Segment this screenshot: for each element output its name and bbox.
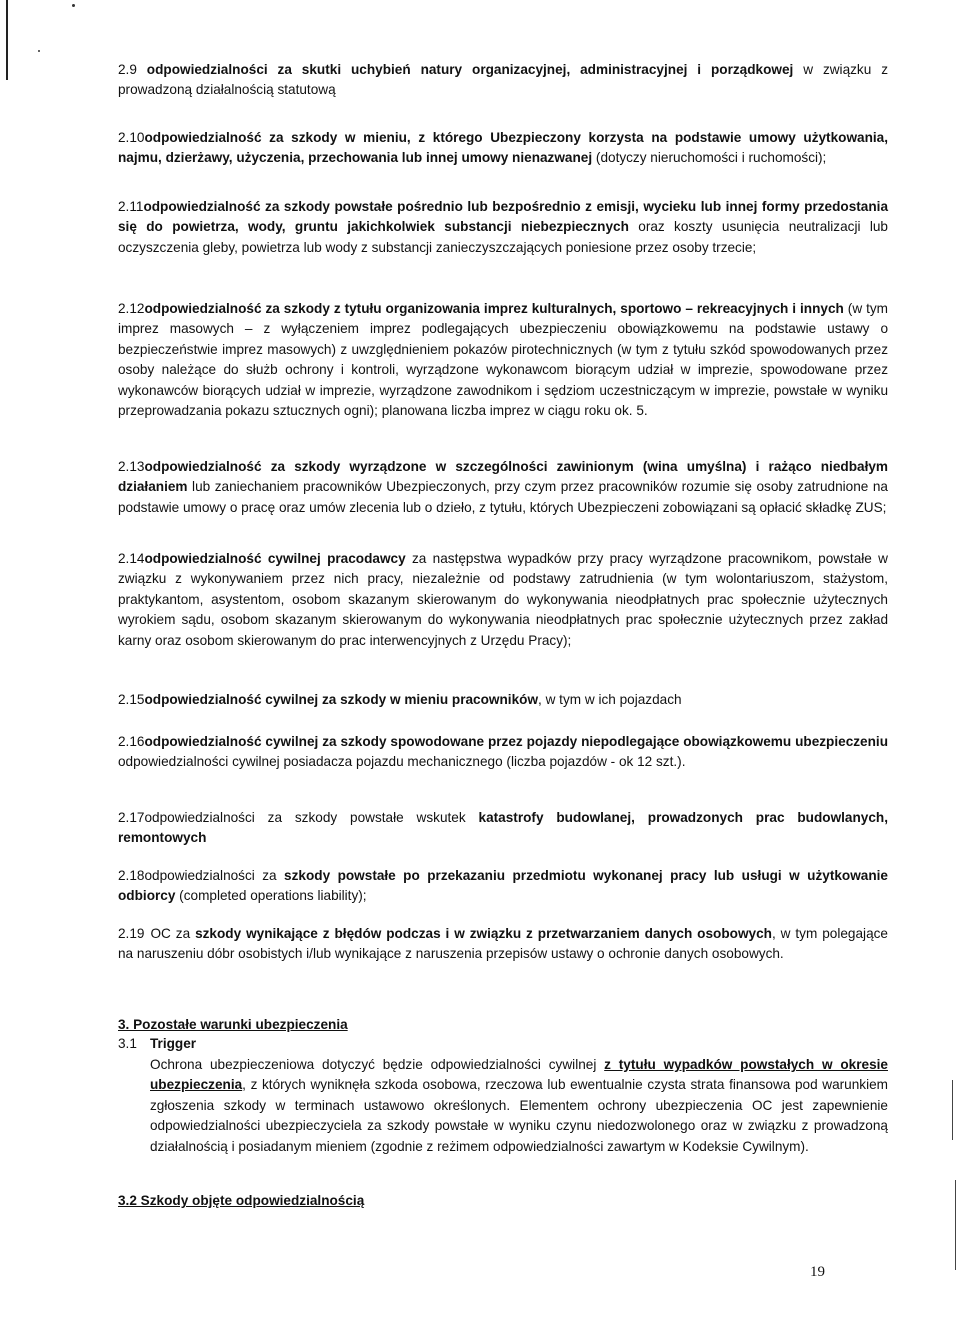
scan-speck: [72, 4, 75, 7]
item-bold-text: odpowiedzialność cywilnej za szkody w mieniu pracowników: [144, 692, 539, 707]
item-bold-text: odpowiedzialność cywilnej za szkody spowodowane przez pojazdy niepodlegające obowiązkowemu ubezpieczeniu: [144, 734, 888, 749]
item-text: , w tym polegające na naruszeniu dóbr osobistych i/lub wynikające z naruszenia przepisów ustawy o ochronie danych osobowych.: [118, 926, 888, 962]
item-text: OC za: [150, 926, 196, 941]
item-number: 2.12: [118, 301, 145, 316]
subsection-heading: [118, 1036, 196, 1051]
scan-edge-line: [6, 0, 8, 80]
item-number: 2.15: [118, 692, 145, 707]
item-text: odpowiedzialności za szkody powstałe wskutek: [144, 810, 479, 825]
subsection-number: 3.1: [118, 1036, 137, 1051]
item-number: 2.9: [118, 62, 137, 77]
item-number: 2.11: [118, 199, 144, 214]
coverage-item: [118, 128, 888, 169]
coverage-item: [118, 866, 888, 907]
scan-edge-line: [955, 1180, 956, 1270]
item-number: 2.17: [118, 810, 145, 825]
subsection-heading-3-2: 3.2 Szkody objęte odpowiedzialnością: [118, 1193, 365, 1208]
item-text: za następstwa wypadków przy pracy wyrządzone pracownikom, powstałe w związku z wykonywaniem przez nich pracy, niezależnie od podstawy zatrudnienia (w tym wolontariuszom, stażystom, praktykantom, asystentom, osobom skazanym skierowanym do wykonywania nieodpłatnych prac społecznie użytecznych wyrokiem sądu, osobom skazanym skierowanym do wykonywania nieodpłatnych prac społecznie użytecznych przez zakład karny oraz osobom skierowanym do prac interwencyjnych z Urzędu Pracy);: [118, 551, 888, 648]
item-bold-text: odpowiedzialność za szkody w mieniu, z którego Ubezpieczony korzysta na podstawie umowy użytkowania, najmu, dzierżawy, użyczenia, przechowania lub innej umowy nienazwanej: [118, 130, 888, 166]
section-heading: 3. Pozostałe warunki ubezpieczenia: [118, 1017, 348, 1032]
item-bold-text: odpowiedzialność cywilnej pracodawcy: [144, 551, 406, 566]
item-number: 2.18: [118, 868, 145, 883]
coverage-item: [118, 457, 888, 518]
item-text: (w tym imprez masowych – z wyłączeniem imprez podlegających ubezpieczeniu obowiązkowemu na podstawie ustawy o bezpieczeństwie imprez masowych) z uwzględnieniem pokazów pirotechnicznych (w tym z tytułu szkód spowodowanych przez osoby należące do służb ochrony i kontroli, wyrządzone wykonawcom biorącym udział w imprezie, spowodowane przez wykonawców biorących udział w imprezie, wyrządzone zawodnikom i sędziom uczestniczącym w imprezie, powstałe w wyniku przeprowadzania pokazu sztucznych ogni); planowana liczba imprez w ciągu roku ok. 5.: [118, 301, 888, 419]
item-number: 2.16: [118, 734, 145, 749]
item-bold-text: odpowiedzialności za skutki uchybień natury organizacyjnej, administracyjnej i porządkowej: [136, 62, 794, 77]
emphasized-underlined-text: z tytułu wypadków powstałych w okresie ubezpieczenia: [150, 1057, 888, 1093]
item-text: (dotyczy nieruchomości i ruchomości);: [592, 150, 827, 166]
page-number: 19: [810, 1264, 825, 1280]
item-bold-text: odpowiedzialność za szkody powstałe pośrednio lub bezpośrednio z emisji, wycieku lub innej formy przedostania się do powietrza, wody, gruntu jakichkolwiek substancji niebezpiecznych: [118, 199, 888, 235]
subsection-title: Trigger: [150, 1036, 197, 1051]
trigger-paragraph: [150, 1055, 888, 1157]
coverage-item: [118, 732, 888, 773]
item-number: 2.19: [118, 926, 145, 941]
coverage-item: [118, 549, 888, 651]
item-bold-text: szkody powstałe po przekazaniu przedmiotu wykonanej pracy lub usługi w użytkowanie odbiorcy: [118, 868, 888, 904]
coverage-item: [118, 924, 888, 965]
coverage-item: [118, 690, 888, 710]
item-text: odpowiedzialności za: [144, 868, 285, 883]
item-text: , w tym w ich pojazdach: [538, 692, 682, 707]
item-text: w związku z prowadzoną działalnością statutową: [118, 62, 888, 98]
coverage-item: [118, 299, 888, 421]
paragraph-text: Ochrona ubezpieczeniowa dotyczyć będzie odpowiedzialności cywilnej: [150, 1057, 605, 1072]
coverage-item: [118, 197, 888, 258]
scan-speck: [38, 50, 40, 52]
item-bold-text: szkody wynikające z błędów podczas i w związku z przetwarzaniem danych osobowych: [195, 926, 772, 941]
scan-edge-line: [952, 1080, 953, 1140]
item-text: oraz koszty usunięcia neutralizacji lub oczyszczenia gleby, powietrza lub wody z substancji zanieczyszczających poniesione przez osoby trzecie;: [118, 219, 888, 255]
item-text: odpowiedzialności cywilnej posiadacza pojazdu mechanicznego (liczba pojazdów - ok 12 szt.).: [118, 754, 686, 770]
item-bold-text: odpowiedzialność za szkody wyrządzone w szczególności zawinionym (wina umyślna) i rażąco niedbałym działaniem: [118, 459, 888, 495]
item-number: 2.14: [118, 551, 145, 566]
item-bold-text: katastrofy budowlanej, prowadzonych prac budowlanych, remontowych: [118, 810, 888, 846]
item-number: 2.13: [118, 459, 145, 474]
item-text: lub zaniechaniem pracowników Ubezpieczonych, przy czym przez pracowników rozumie się osoby zatrudnione na podstawie umowy o pracę oraz umów zlecenia lub o dzieło, z tytułu, których Ubezpieczeni zobowiązani są opłacić składkę ZUS;: [118, 479, 888, 515]
paragraph-text: , z których wyniknęła szkoda osobowa, rzeczowa lub ewentualnie czysta strata finansowa pod warunkiem zgłoszenia szkody w terminach ustawowo określonych. Elementem ochrony ubezpieczenia OC jest zapewnienie odpowiedzialności ubezpieczyciela za szkody powstałe w wyniku czynu niedozwolonego oraz w związku z prowadzoną działalnością i posiadanym mieniem (zgodnie z reżimem odpowiedzialności zawartym w Kodeksie Cywilnym).: [150, 1077, 888, 1154]
item-bold-text: odpowiedzialność za szkody z tytułu organizowania imprez kulturalnych, sportowo – rekreacyjnych i innych: [144, 301, 844, 316]
coverage-item: [118, 808, 888, 849]
item-text: (completed operations liability);: [175, 888, 367, 904]
item-number: 2.10: [118, 130, 145, 145]
coverage-item: [118, 60, 888, 101]
